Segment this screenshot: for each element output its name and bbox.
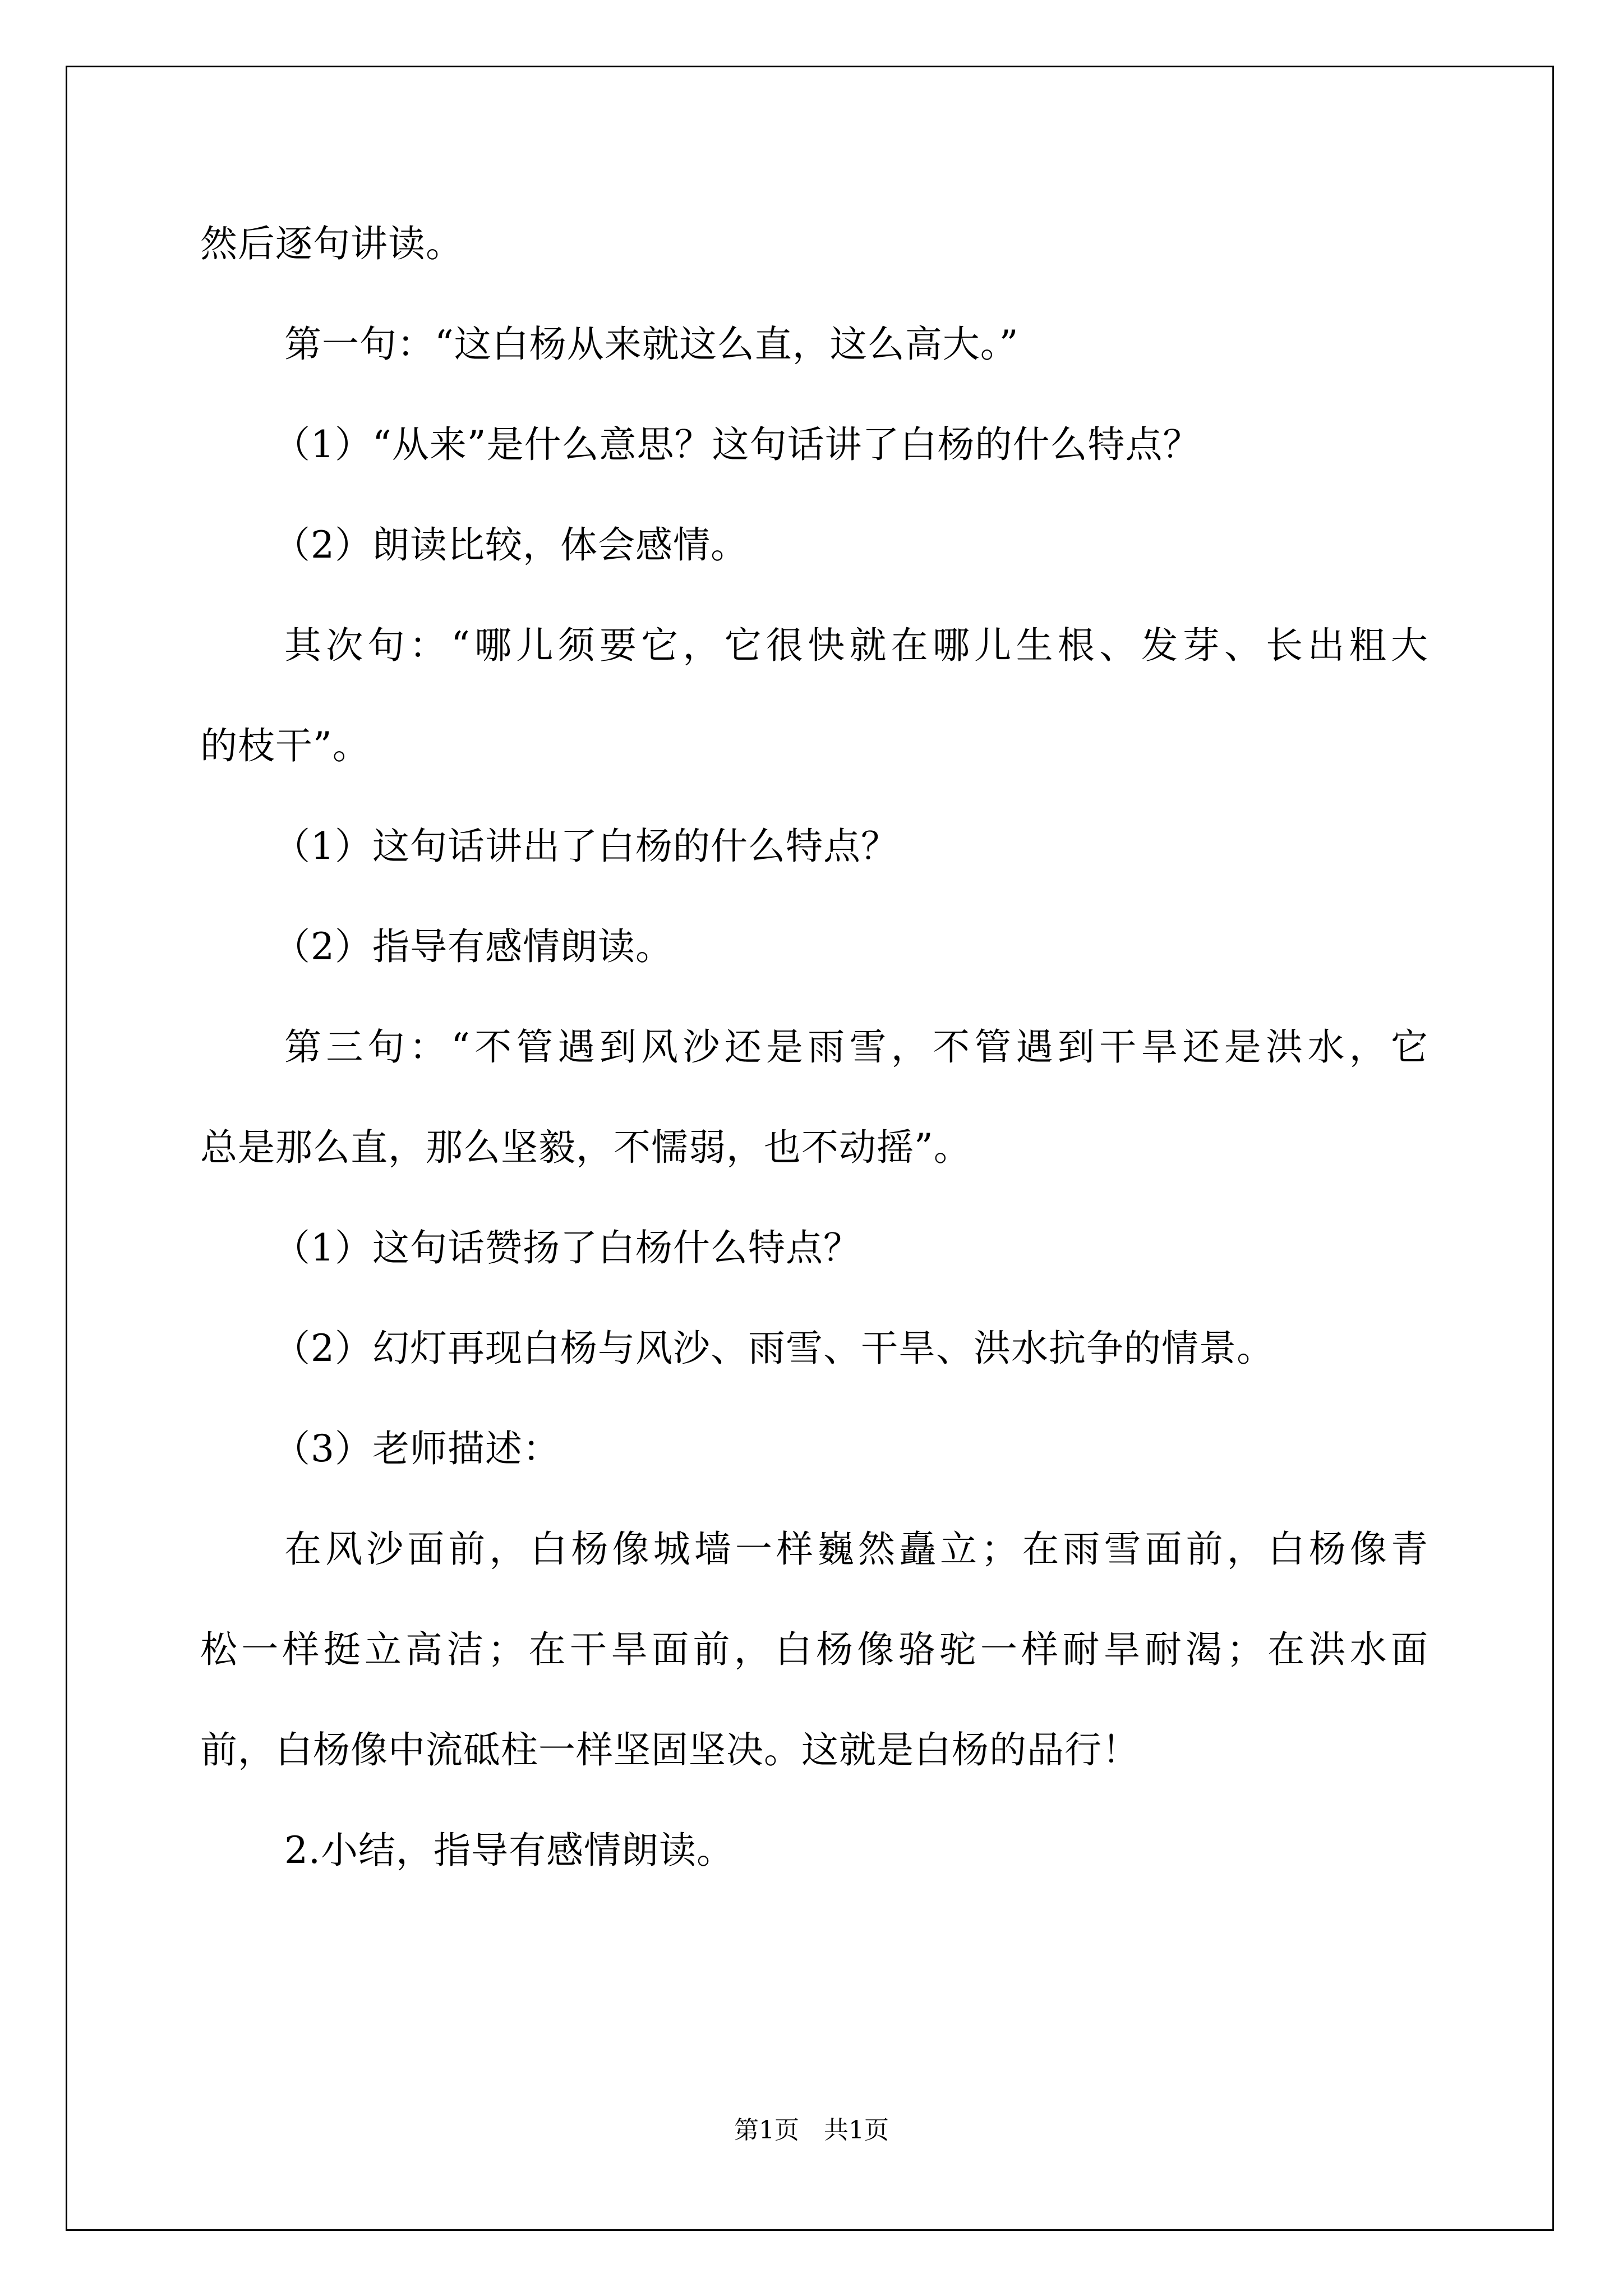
paragraph-line: （1）“从来”是什么意思？这句话讲了白杨的什么特点？ xyxy=(273,423,1201,466)
paragraph-line: （2）指导有感情朗读。 xyxy=(273,925,673,968)
paragraph-line: 的枝干”。 xyxy=(200,724,370,767)
paragraph-line: 第三句：“不管遇到风沙还是雨雪，不管遇到干旱还是洪水，它 xyxy=(284,1025,1428,1069)
paragraph-line: 然后逐句讲读。 xyxy=(200,222,463,265)
paragraph-line: （1）这句话讲出了白杨的什么特点？ xyxy=(273,825,898,868)
paragraph-line: 前，白杨像中流砥柱一样坚固坚决。这就是白杨的品行！ xyxy=(200,1728,1140,1772)
paragraph-line: （1）这句话赞扬了白杨什么特点？ xyxy=(273,1226,861,1269)
paragraph-line: 松一样挺立高洁；在干旱面前，白杨像骆驼一样耐旱耐渴；在洪水面 xyxy=(200,1628,1428,1671)
paragraph-line: 第一句：“这白杨从来就这么直，这么高大。” xyxy=(284,323,1019,366)
paragraph-line: （3）老师描述： xyxy=(273,1427,560,1470)
paragraph-line: 在风沙面前，白杨像城墙一样巍然矗立；在雨雪面前，白杨像青 xyxy=(284,1527,1428,1571)
paragraph-line: 总是那么直，那么坚毅，不懦弱，也不动摇”。 xyxy=(200,1126,971,1169)
paragraph-line: （2）朗读比较，体会感情。 xyxy=(273,523,748,567)
page-number: 第1页 共1页 xyxy=(734,2116,889,2145)
paragraph-line: 其次句：“哪儿须要它，它很快就在哪儿生根、发芽、长出粗大 xyxy=(284,624,1428,667)
paragraph-line: 2.小结，指导有感情朗读。 xyxy=(284,1829,734,1872)
paragraph-line: （2）幻灯再现白杨与风沙、雨雪、干旱、洪水抗争的情景。 xyxy=(273,1327,1274,1370)
